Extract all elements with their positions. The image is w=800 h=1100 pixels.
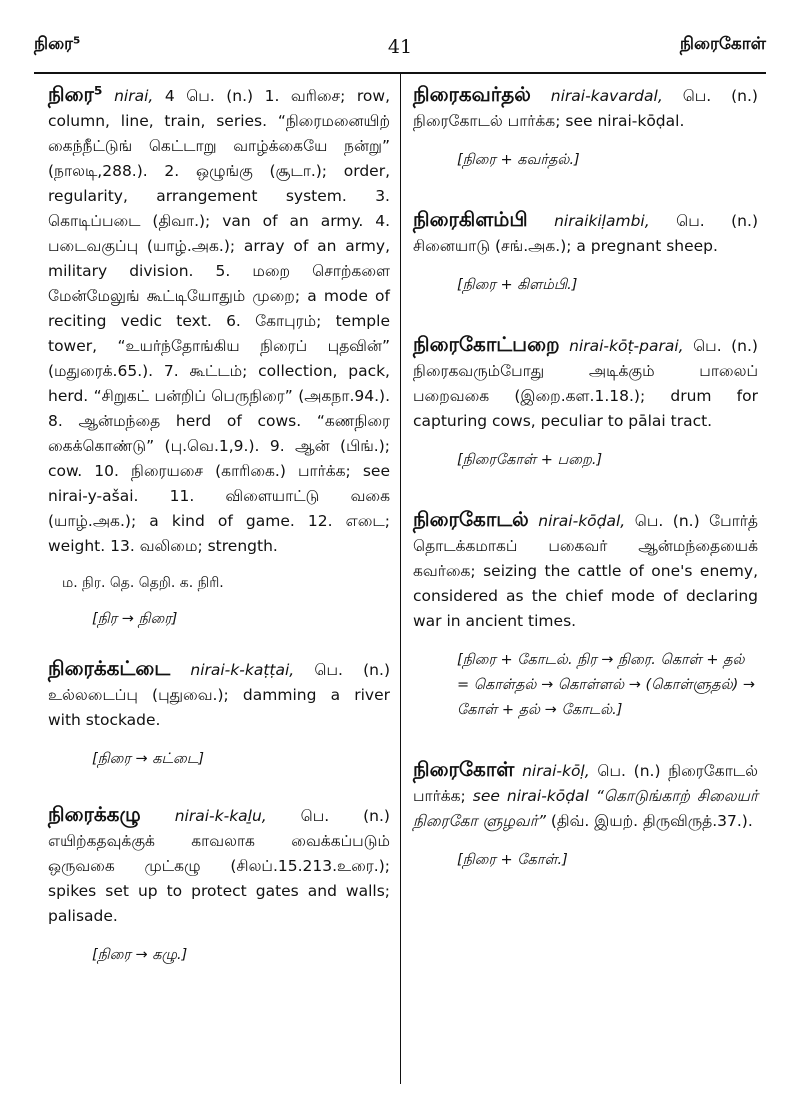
transliteration: niraikiḷambi, <box>554 212 650 230</box>
transliteration: nirai-kavardal, <box>550 87 663 105</box>
entry-nirai-k-kalu <box>48 802 390 968</box>
grammar-label: பெ. (n.) <box>682 87 758 105</box>
entry-nirai-kot-parai <box>413 332 758 473</box>
headword: நிரைக்கட்டை <box>48 656 171 680</box>
transliteration: nirai-k-kaṭṭai, <box>190 661 295 679</box>
grammar-label: பெ. (n.) <box>300 807 390 825</box>
etymology: [நிர → நிரை] <box>92 611 178 627</box>
cognates: ம. நிர. தெ. தெறி. க. நிரி. <box>62 575 224 591</box>
entry-nirai-kavardal <box>413 82 758 173</box>
etymology: [நிரை → கழு.] <box>92 947 188 963</box>
definition: நிரைகோடல் பார்க்க; see nirai-kōḍal. <box>413 112 685 130</box>
etymology: [நிரை + கிளம்பி.] <box>457 277 578 293</box>
grammar-label: 4 பெ. (n.) <box>164 87 254 105</box>
entry-text <box>48 802 390 929</box>
etymology: [நிரைகோள் + பறை.] <box>457 452 603 468</box>
etymology: [நிரை → கட்டை] <box>92 751 204 767</box>
headword: நிரைக்கழு <box>48 802 141 826</box>
citation-source: (திவ். இயற். திருவிருத்.37.). <box>550 812 753 830</box>
entry-text <box>48 656 390 733</box>
left-column <box>48 82 390 968</box>
grammar-label: பெ. (n.) <box>314 661 390 679</box>
entry-text <box>48 82 390 559</box>
entry-nirai-k-kattai <box>48 656 390 772</box>
entry-nirai5 <box>48 82 390 632</box>
definition: எயிற்கதவுக்குக் காவலாக வைக்கப்படும் ஒருவகை முட்கழு (சிலப்.15.213.உரை.); spikes set up to protect gates and walls; palisade. <box>48 832 390 925</box>
headword: நிரைகோள் <box>413 757 515 781</box>
definition: நிரைகோடல் பார்க்க; <box>413 762 758 805</box>
transliteration: nirai-k-kaḻu, <box>174 807 267 825</box>
grammar-label: பெ. (n.) <box>676 212 758 230</box>
page-number: 41 <box>387 36 413 58</box>
definition: போர்த் தொடக்கமாகப் பகைவர் ஆன்மந்தையைக் கவர்கை; seizing the cattle of one's enemy, considered as the chief mode of declaring war in ancient times. <box>413 512 758 630</box>
entry-nirai-kol <box>413 757 758 873</box>
grammar-label: பெ. (n.) <box>597 762 661 780</box>
entry-text <box>413 82 758 134</box>
transliteration: nirai-kōḷ, <box>522 762 590 780</box>
entry-text <box>413 332 758 434</box>
right-column <box>413 82 758 873</box>
headword: நிரைகோடல் <box>413 507 529 531</box>
definition: சினையாடு (சங்.அக.); a pregnant sheep. <box>413 237 718 255</box>
entry-niraikilambi <box>413 207 758 298</box>
column-divider <box>400 74 401 1084</box>
grammar-label: பெ. (n.) <box>634 512 700 530</box>
cross-reference: see nirai-kōḍal <box>472 787 589 805</box>
definition: உல்லடைப்பு (புதுவை.); damming a river with stockade. <box>48 686 390 729</box>
headword: நிரைகவர்தல் <box>413 82 531 106</box>
entry-text <box>413 207 758 259</box>
header-right-guideword: நிரைகோள் <box>679 34 766 54</box>
grammar-label: பெ. (n.) <box>693 337 758 355</box>
definition: நிரைகவரும்போது அடிக்கும் பாலைப் பறைவகை (இறை.கள.1.18.); drum for capturing cows, peculiar to pālai tract. <box>413 362 758 430</box>
headword: நிரைகிளம்பி <box>413 207 528 231</box>
header-left-guideword: நிரை⁵ <box>34 34 81 54</box>
transliteration: nirai-kōṭ-parai, <box>569 337 684 355</box>
headword: நிரைகோட்பறை <box>413 332 560 356</box>
quotation: “கொடுங்காற் சிலையர் நிரைகோ ளுழவர்” <box>413 787 759 830</box>
entry-nirai-kodal <box>413 507 758 723</box>
etymology: [நிரை + கோடல். நிர → நிரை. கொள் + தல் = கொள்தல் → கொள்ளல் → (கொள்ளுதல்) → கோள் + தல் → கோடல்.] <box>457 652 756 718</box>
transliteration: nirai, <box>114 87 154 105</box>
page-header <box>34 28 766 64</box>
etymology: [நிரை + கோள்.] <box>457 852 568 868</box>
entry-text <box>413 757 758 834</box>
etymology: [நிரை + கவர்தல்.] <box>457 152 580 168</box>
definition: 1. வரிசை; row, column, line, train, series. “நிரைமனையிற் கைந்நீட்டுங் கெட்டாறு வாழ்க்கையே நன்று” (நாலடி,288.). 2. ஒழுங்கு (சூடா.); order, regularity, arrangement system. 3. கொடிப்படை (திவா.); van of an army. 4. படைவகுப்பு (யாழ்.அக.); array of an army, military division. 5. மறை சொற்களை மேன்மேலுங் கூட்டியோதும் முறை; a mode of reciting vedic text. 6. கோபுரம்; temple tower, “உயர்ந்தோங்கிய நிரைப் புதவின்” (மதுரைக்.65.). 7. கூட்டம்; collection, pack, herd. “சிறுகட் பன்றிப் பெருநிரை” (அகநா.94.). 8. ஆன்மந்தை herd of cows. “கணநிரை கைக்கொண்டு” (பு.வெ.1,9.). 9. ஆன் (பிங்.); cow. 10. நிரையசை (காரிகை.) பார்க்க; see nirai-y-ašai. 11. விளையாட்டு வகை (யாழ்.அக.); a kind of game. 12. எடை; weight. 13. வலிமை; strength. <box>48 87 391 555</box>
headword: நிரை⁵ <box>48 82 103 106</box>
entry-text <box>413 507 758 634</box>
transliteration: nirai-kōḍal, <box>538 512 626 530</box>
